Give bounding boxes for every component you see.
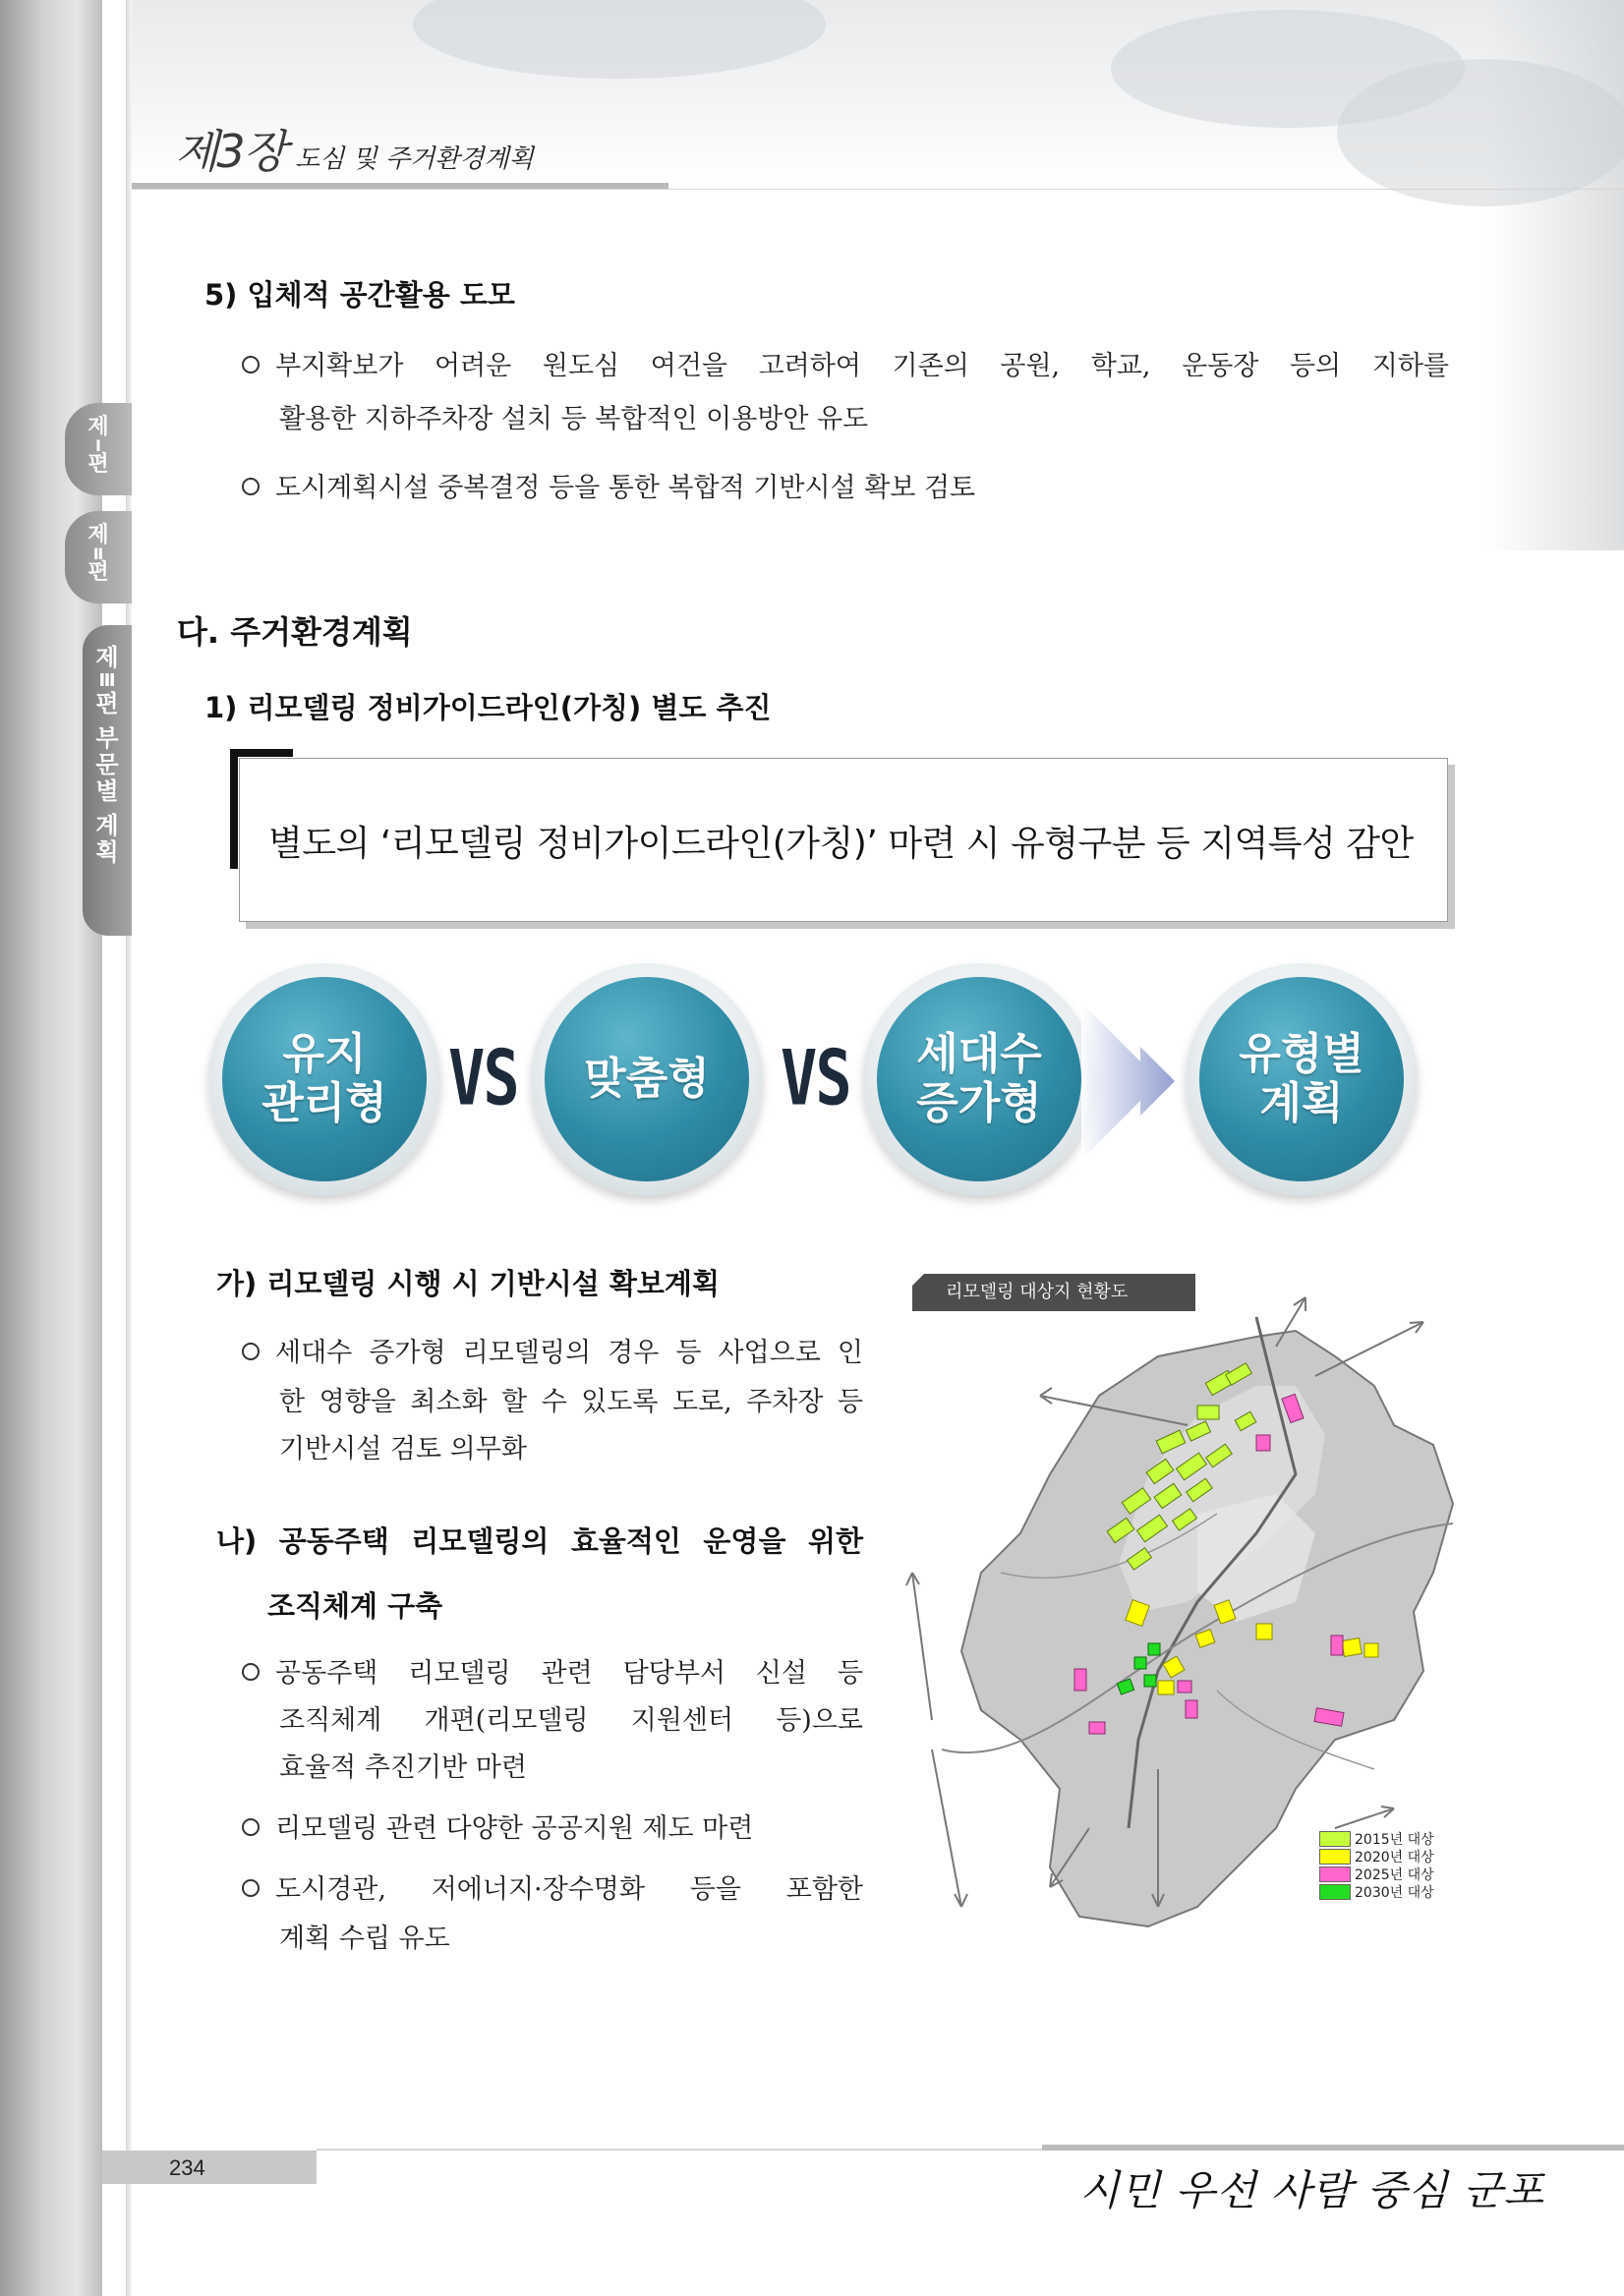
side-tab-char: 편 bbox=[95, 690, 119, 718]
circle-label: 유지 bbox=[282, 1029, 367, 1079]
bullet-circle-icon bbox=[242, 478, 260, 495]
bullet-text: 공동주택 리모델링 관련 담당부서 신설 등 bbox=[275, 1658, 863, 1689]
section-5-bullet-1-line-1 bbox=[242, 344, 1449, 382]
bullet-circle-icon bbox=[242, 1879, 260, 1897]
type-circle-customized bbox=[531, 963, 763, 1195]
map-caption-corner bbox=[912, 1274, 924, 1286]
left-margin-strip bbox=[0, 0, 102, 2296]
subsection-na-heading-line-2: 조직체계 구축 bbox=[267, 1589, 443, 1623]
na-bullet-3-line-1 bbox=[242, 1867, 863, 1906]
circle-label: 맞춤형 bbox=[584, 1054, 710, 1104]
subsection-1-heading: 1) 리모델링 정비가이드라인(가칭) 별도 추진 bbox=[204, 691, 772, 724]
circle-label: 증가형 bbox=[916, 1078, 1042, 1128]
side-tab-char: Ⅲ bbox=[98, 670, 116, 691]
ga-bullet-1-line-1 bbox=[242, 1331, 863, 1369]
header-rule-thin bbox=[132, 189, 1624, 190]
circle-label: 계획 bbox=[1259, 1078, 1344, 1128]
type-circle-plan-by-type bbox=[1186, 963, 1418, 1195]
legend-row bbox=[1319, 1848, 1434, 1866]
section-5-bullet-1-line-2: 활용한 지하주차장 설치 등 복합적인 이용방안 유도 bbox=[279, 404, 869, 434]
footer-slogan: 시민 우선 사람 중심 군포 bbox=[1079, 2166, 1545, 2214]
left-margin-line bbox=[126, 0, 132, 2296]
na-bullet-3-line-2: 계획 수립 유도 bbox=[279, 1923, 450, 1954]
bullet-text: 부지확보가 어려운 원도심 여건을 고려하여 기존의 공원, 학교, 운동장 등의 지하를 bbox=[275, 351, 1449, 381]
subsection-ga-heading: 가) 리모델링 시행 시 기반시설 확보계획 bbox=[216, 1267, 720, 1300]
legend-swatch bbox=[1319, 1866, 1351, 1882]
vs-label: VS bbox=[448, 1032, 518, 1123]
legend-swatch bbox=[1319, 1849, 1351, 1865]
legend-row bbox=[1319, 1866, 1434, 1883]
bullet-text: 도시계획시설 중복결정 등을 통한 복합적 기반시설 확보 검토 bbox=[275, 473, 976, 503]
type-circle-household-increase bbox=[863, 963, 1095, 1195]
side-tab-char: Ⅱ bbox=[92, 545, 104, 563]
section-5-heading: 5) 입체적 공간활용 도모 bbox=[204, 278, 515, 312]
bullet-text: 세대수 증가형 리모델링의 경우 등 사업으로 인 bbox=[275, 1338, 863, 1368]
map-caption: 리모델링 대상지 현황도 bbox=[912, 1274, 1195, 1311]
bullet-circle-icon bbox=[242, 1343, 260, 1360]
side-tab-part1[interactable] bbox=[65, 403, 132, 495]
map-legend bbox=[1319, 1830, 1434, 1901]
na-bullet-1-line-3: 효율적 추진기반 마련 bbox=[279, 1752, 527, 1783]
ga-bullet-1-line-3: 기반시설 검토 의무화 bbox=[279, 1434, 527, 1464]
circle-label: 세대수 bbox=[916, 1029, 1042, 1079]
subsection-na-heading-line-1: 나) 공동주택 리모델링의 효율적인 운영을 위한 bbox=[216, 1524, 863, 1558]
side-tab-char: 계 bbox=[95, 812, 119, 839]
bullet-circle-icon bbox=[242, 1818, 260, 1836]
side-tab-char: 제 bbox=[87, 523, 109, 547]
bullet-text: 도시경관, 저에너지·장수명화 등을 포함한 bbox=[275, 1874, 863, 1905]
legend-label: 2020년 대상 bbox=[1355, 1850, 1434, 1866]
legend-label: 2030년 대상 bbox=[1355, 1885, 1434, 1901]
callout-bracket bbox=[230, 749, 238, 869]
type-circle-maintenance bbox=[208, 963, 440, 1195]
vs-label: VS bbox=[781, 1032, 850, 1123]
legend-label: 2015년 대상 bbox=[1355, 1832, 1434, 1848]
side-tab-char: 부 bbox=[95, 724, 119, 752]
side-tab-part3-active[interactable] bbox=[83, 625, 132, 936]
callout-bracket bbox=[230, 749, 293, 757]
legend-row bbox=[1319, 1830, 1434, 1848]
right-sky-fade bbox=[1486, 0, 1624, 550]
side-tab-char: 획 bbox=[95, 838, 119, 866]
chapter-header bbox=[175, 116, 534, 181]
side-tab-char: 별 bbox=[95, 777, 119, 805]
side-tab-char: 편 bbox=[87, 452, 109, 477]
section-da-heading: 다. 주거환경계획 bbox=[177, 613, 413, 651]
callout-text: 별도의 ‘리모델링 정비가이드라인(가칭)’ 마련 시 유형구분 등 지역특성 감안 bbox=[268, 824, 1414, 864]
side-tab-char: 문 bbox=[95, 751, 119, 778]
side-tab-char: 제 bbox=[95, 644, 119, 671]
legend-swatch bbox=[1319, 1831, 1351, 1847]
footer-page-bar bbox=[102, 2151, 317, 2184]
side-tab-char: 편 bbox=[87, 560, 109, 585]
bullet-text: 리모델링 관련 다양한 공공지원 제도 마련 bbox=[275, 1813, 754, 1844]
ga-bullet-1-line-2: 한 영향을 최소화 할 수 있도록 도로, 주차장 등 bbox=[279, 1387, 863, 1417]
arrow-fade-icon bbox=[1081, 993, 1180, 1170]
bullet-circle-icon bbox=[242, 356, 260, 373]
na-bullet-1-line-2: 조직체계 개편(리모델링 지원센터 등)으로 bbox=[279, 1705, 863, 1736]
section-5-bullet-2 bbox=[242, 466, 975, 504]
chapter-number: 제3장 bbox=[175, 125, 286, 178]
page-number: 234 bbox=[169, 2155, 205, 2180]
side-tab-char: 제 bbox=[87, 415, 109, 439]
na-bullet-1-line-1 bbox=[242, 1651, 863, 1690]
circle-label: 관리형 bbox=[261, 1078, 387, 1128]
side-tab-char: Ⅰ bbox=[95, 436, 101, 455]
legend-row bbox=[1319, 1883, 1434, 1901]
circle-label: 유형별 bbox=[1239, 1029, 1364, 1079]
legend-label: 2025년 대상 bbox=[1355, 1867, 1434, 1883]
na-bullet-2 bbox=[242, 1807, 753, 1845]
chapter-title: 도심 및 주거환경계획 bbox=[295, 144, 534, 174]
bullet-circle-icon bbox=[242, 1663, 260, 1681]
side-tab-part2[interactable] bbox=[65, 511, 132, 603]
legend-swatch bbox=[1319, 1884, 1351, 1900]
footer-rule-thick bbox=[1042, 2145, 1624, 2151]
